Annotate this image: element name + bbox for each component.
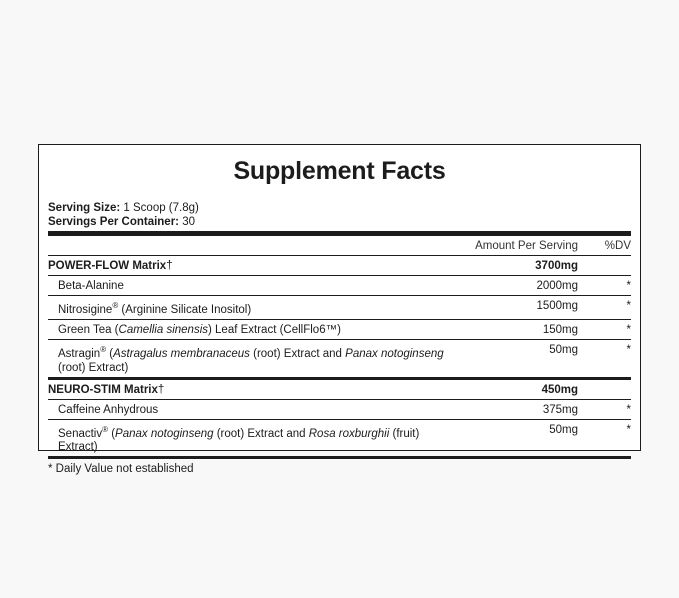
ingredient-name: Nitrosigine	[58, 303, 113, 316]
registered-mark: ®	[100, 344, 107, 354]
dagger-mark: †	[157, 383, 165, 396]
ingredient-dv: *	[626, 280, 631, 292]
serving-size	[48, 201, 631, 215]
dv-header: %DV	[604, 240, 631, 252]
column-header-row	[48, 236, 631, 256]
botanical-name: Panax notoginseng	[115, 427, 214, 440]
ingredient-amount: 2000mg	[536, 280, 578, 292]
servings-per-container-label: Servings Per Container:	[48, 216, 180, 228]
group-name: NEURO-STIM Matrix	[48, 383, 158, 396]
ingredient-row: Senactiv® (Panax notoginseng (root) Extract and Rosa roxburghii (fruit) Extract) 50mg *	[58, 423, 631, 454]
footnote: * Daily Value not established	[48, 463, 194, 476]
ingredient-amount: 50mg	[549, 423, 578, 436]
ingredient-row	[48, 320, 631, 340]
serving-size-value: 1 Scoop (7.8g)	[120, 202, 199, 214]
ingredient-name: Beta-Alanine	[58, 280, 124, 292]
botanical-name: Camellia sinensis	[118, 323, 208, 336]
ingredient-amount: 1500mg	[536, 300, 578, 312]
ingredient-dv: *	[626, 403, 631, 416]
ingredient-row	[48, 296, 631, 320]
ingredient-name: Caffeine Anhydrous	[58, 403, 159, 416]
registered-mark: ®	[102, 424, 109, 434]
ingredient-amount: 375mg	[542, 403, 578, 416]
botanical-name: Astragalus membranaceus	[113, 347, 250, 360]
botanical-name: Panax notoginseng	[345, 347, 444, 360]
amount-header: Amount Per Serving	[475, 240, 578, 252]
ingredient-detail: ) Leaf Extract (CellFlo6™)	[208, 323, 341, 336]
group-name: POWER-FLOW Matrix	[48, 260, 167, 272]
group-row-power-flow	[48, 256, 631, 276]
serving-size-label: Serving Size:	[48, 202, 121, 214]
serving-info	[48, 201, 631, 229]
panel-title: Supplement Facts	[233, 157, 446, 185]
ingredient-dv: *	[626, 343, 631, 356]
ingredient-row	[48, 400, 631, 420]
servings-per-container-value: 30	[179, 216, 196, 228]
group-amount: 3700mg	[535, 260, 578, 272]
ingredient-name: Astragin	[58, 347, 101, 360]
group-row-neuro-stim	[48, 380, 631, 400]
dagger-mark: †	[166, 260, 173, 272]
supplement-facts-panel	[38, 144, 641, 476]
ingredient-amount: 150mg	[542, 323, 578, 336]
ingredient-row: Astragin® (Astragalus membranaceus (root) Extract and Panax notoginseng (root) Extract) 50mg *	[58, 343, 631, 374]
botanical-name: Rosa roxburghii	[308, 427, 390, 440]
registered-mark: ®	[112, 301, 119, 310]
ingredient-dv: *	[626, 300, 631, 312]
ingredient-row	[48, 276, 631, 296]
ingredient-detail: (Arginine Silicate Inositol)	[118, 303, 252, 316]
group-amount: 450mg	[541, 383, 578, 396]
ingredient-name: Green Tea (	[58, 323, 119, 336]
ingredient-amount: 50mg	[549, 343, 578, 356]
ingredient-name: Senactiv	[58, 427, 103, 440]
ingredient-dv: *	[626, 423, 631, 436]
servings-per-container	[48, 215, 631, 229]
ingredient-dv: *	[626, 323, 631, 336]
